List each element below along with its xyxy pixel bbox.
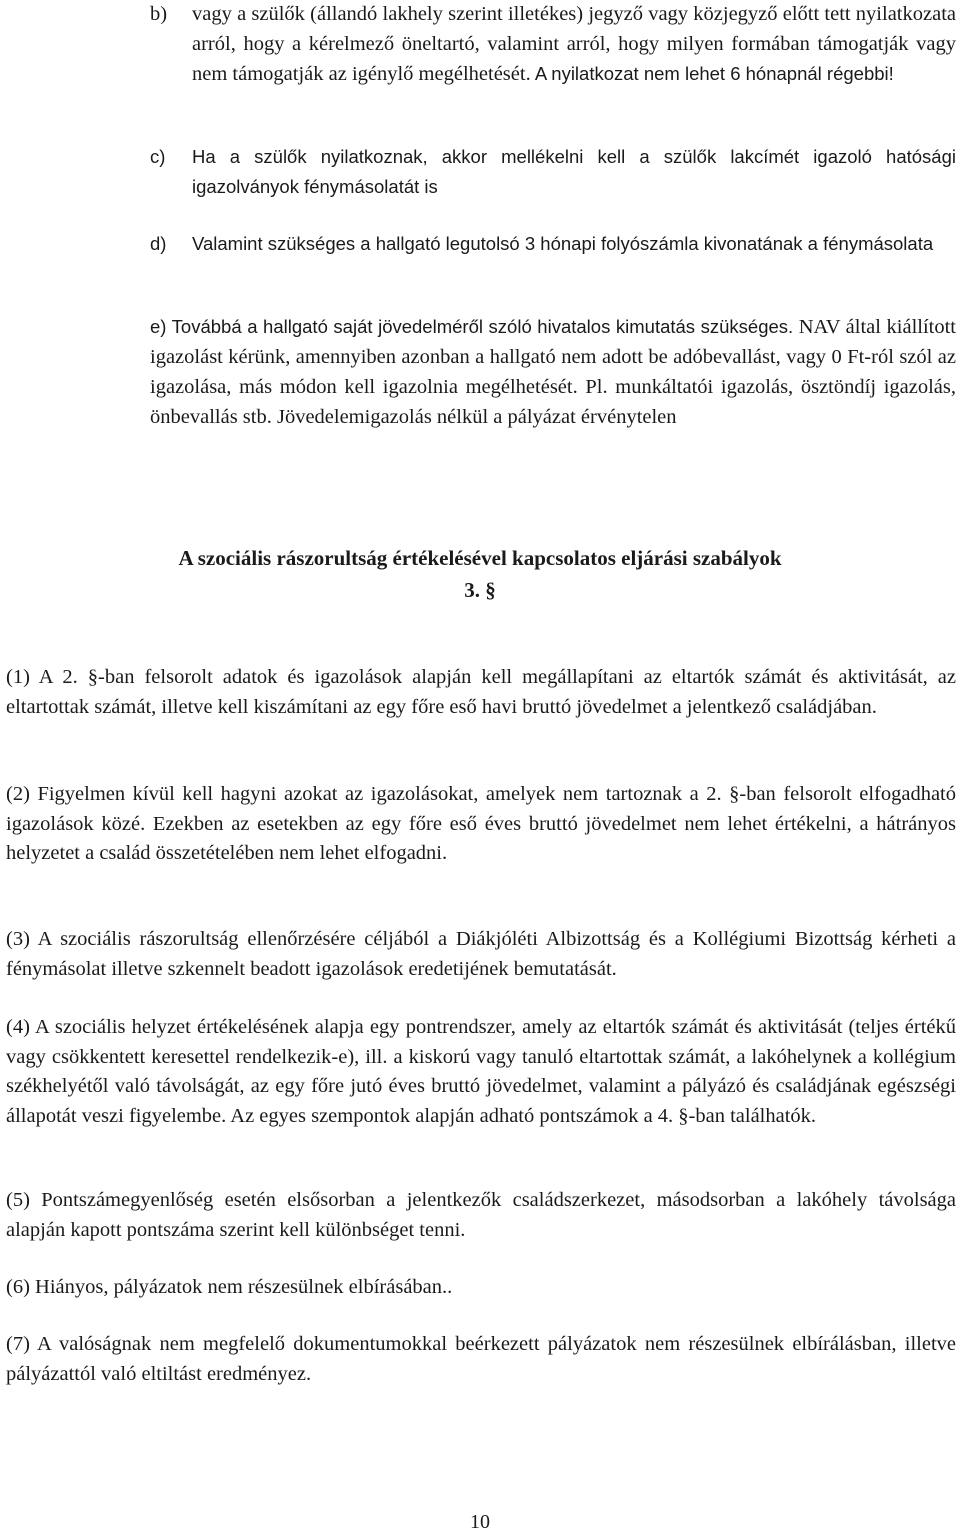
paragraph-6: (6) Hiányos, pályázatok nem részesülnek elbírásában..: [6, 1276, 453, 1298]
list-text-b-note: A nyilatkozat nem lehet 6 hónapnál régebbi!: [530, 63, 894, 84]
list-text-e-main: NAV által kiállított igazolást kérünk, amennyiben azonban a hallgató nem adott be adóbevallást, vagy 0 Ft-ról szól az igazolása, más módon kell igazolnia megélhetését. Pl. munkáltatói igazolás, ösztöndíj igazolás, önbevallás stb. Jövedelemigazolás nélkül a pályázat érvénytelen: [150, 316, 956, 428]
list-text-d: Valamint szükséges a hallgató legutolsó 3 hónapi folyószámla kivonatának a fénymásolata: [192, 233, 934, 254]
paragraph-2: (2) Figyelmen kívül kell hagyni azokat az igazolásokat, amelyek nem tartoznak a 2. §-ban felsorolt elfogadható igazolások közé. Ezekben az esetekben az egy főre eső éves bruttó jövedelmet nem lehet értékelni, a hátrányos helyzetet a család összetételében nem lehet elfogadni.: [6, 783, 956, 864]
page-number: 10: [470, 1511, 490, 1533]
paragraph-7: (7) A valóságnak nem megfelelő dokumentumokkal beérkezett pályázatok nem részesülnek elbírálásban, illetve pályázattól való eltiltást eredményez.: [6, 1333, 956, 1385]
list-item-b: [150, 0, 956, 90]
paragraph-5: (5) Pontszámegyenlőség esetén elsősorban a jelentkezők családszerkezet, másodsorban a lakóhely távolsága alapján kapott pontszáma szerint kell különbséget tenni.: [6, 1189, 956, 1241]
list-text-b: [192, 0, 956, 90]
list-item-d: [150, 229, 956, 259]
section-number: 3. §: [464, 578, 496, 602]
paragraph-4: (4) A szociális helyzet értékelésének alapja egy pontrendszer, amely az eltartók számát és aktivitását (teljes értékű vagy csökkentett keresettel rendelkezik-e), ill. a kiskorú vagy tanuló eltartottak számát, a lakóhelynek a kollégium székhelyétől való távolságát, az egy főre jutó éves bruttó jövedelmet, valamint a pályázó és családjának egészségi állapotát veszi figyelembe. Az egyes szempontok alapján adható pontszámok a 4. §-ban találhatók.: [6, 1016, 956, 1127]
list-text-b-main: vagy a szülők (állandó lakhely szerint illetékes) jegyző vagy közjegyző előtt tett nyilatkozata arról, hogy a kérelmező öneltartó, valamint arról, hogy milyen formában támogatják vagy nem támogatják az igénylő megélhetését.: [192, 3, 956, 85]
list-marker-d: d): [150, 233, 167, 254]
list-item-e: [150, 312, 956, 432]
list-item-c: [150, 142, 956, 201]
list-text-e-lead: e) Továbbá a hallgató saját jövedelméről szóló hivatalos kimutatás szükséges.: [150, 316, 794, 337]
paragraph-3: (3) A szociális rászorultság ellenőrzésére céljából a Diákjóléti Albizottság és a Kollégiumi Bizottság kérheti a fénymásolat illetve szkennelt beadott igazolások eredetijének bemutatását.: [6, 928, 956, 980]
list-text-c: Ha a szülők nyilatkoznak, akkor mellékelni kell a szülők lakcímét igazoló hatósági igazolványok fénymásolatát is: [192, 146, 956, 197]
list-marker-c: c): [150, 146, 166, 167]
section-title: A szociális rászorultság értékelésével kapcsolatos eljárási szabályok: [178, 546, 782, 570]
list-marker-b: b): [150, 3, 168, 25]
paragraph-1: (1) A 2. §-ban felsorolt adatok és igazolások alapján kell megállapítani az eltartók számát és aktivitását, az eltartottak számát, illetve kell kiszámítani az egy főre eső havi bruttó jövedelmet a jelentkező családjában.: [6, 666, 956, 718]
